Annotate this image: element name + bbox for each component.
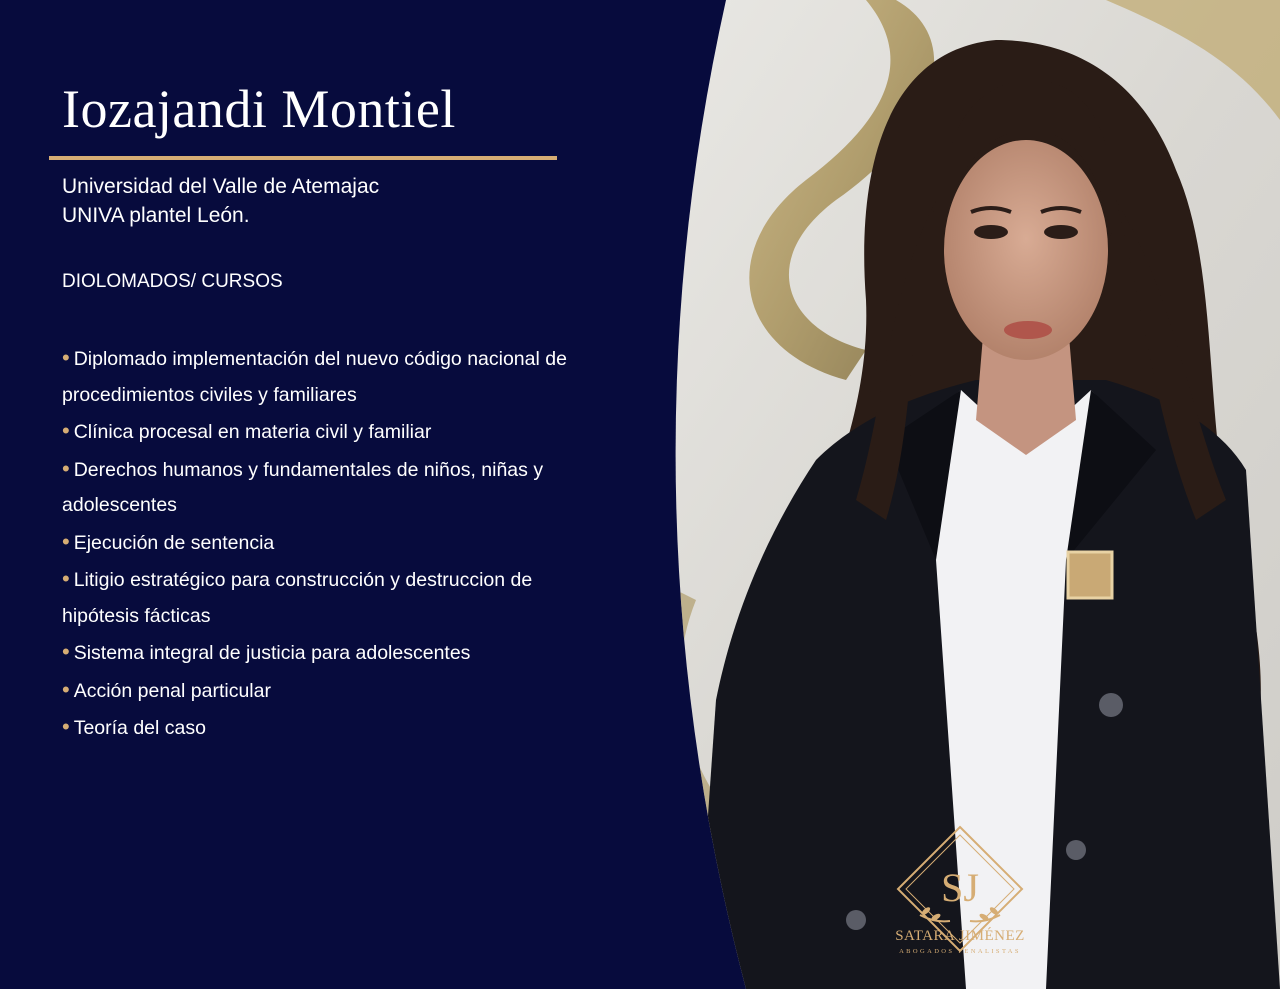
- course-item: [62, 340, 602, 413]
- bullet-icon: •: [62, 528, 70, 554]
- university: [62, 172, 379, 230]
- university-line-2: UNIVA plantel León.: [62, 204, 250, 227]
- course-text: Teoría del caso: [73, 717, 206, 739]
- course-text: Litigio estratégico para construcción y destruccion de hipótesis fácticas: [62, 569, 533, 627]
- course-text: Clínica procesal en materia civil y familiar: [73, 421, 432, 443]
- bullet-icon: •: [62, 418, 70, 443]
- course-text: Derechos humanos y fundamentales de niños, niñas y adolescentes: [62, 458, 544, 516]
- university-line-1: Universidad del Valle de Atemajac: [62, 175, 380, 198]
- course-text: Ejecución de sentencia: [73, 531, 275, 554]
- course-item: [62, 413, 602, 451]
- bullet-icon: •: [62, 676, 70, 702]
- bullet-icon: •: [62, 566, 70, 591]
- gold-divider: [49, 156, 557, 160]
- course-text: Sistema integral de justicia para adolescentes: [73, 642, 471, 664]
- course-item: [62, 672, 602, 710]
- bullet-icon: •: [62, 639, 70, 664]
- course-item: [62, 451, 602, 524]
- course-item: [62, 561, 602, 634]
- course-text: Diplomado implementación del nuevo código nacional de procedimientos civiles y familiares: [62, 348, 567, 406]
- course-item: [62, 634, 602, 672]
- course-item: [62, 709, 602, 747]
- bullet-icon: •: [62, 345, 70, 370]
- profile-name: Iozajandi Montiel: [62, 79, 456, 139]
- bullet-icon: •: [62, 455, 70, 481]
- brand-monogram: SJ: [941, 865, 979, 910]
- brand-tagline: ABOGADOS PENALISTAS: [899, 948, 1021, 955]
- course-text: Acción penal particular: [73, 679, 271, 702]
- course-item: [62, 524, 602, 562]
- bullet-icon: •: [62, 714, 70, 739]
- brand-name: SATARA JIMÉNEZ: [895, 928, 1025, 944]
- courses-list: [62, 340, 602, 747]
- courses-heading: DIOLOMADOS/ CURSOS: [62, 271, 283, 292]
